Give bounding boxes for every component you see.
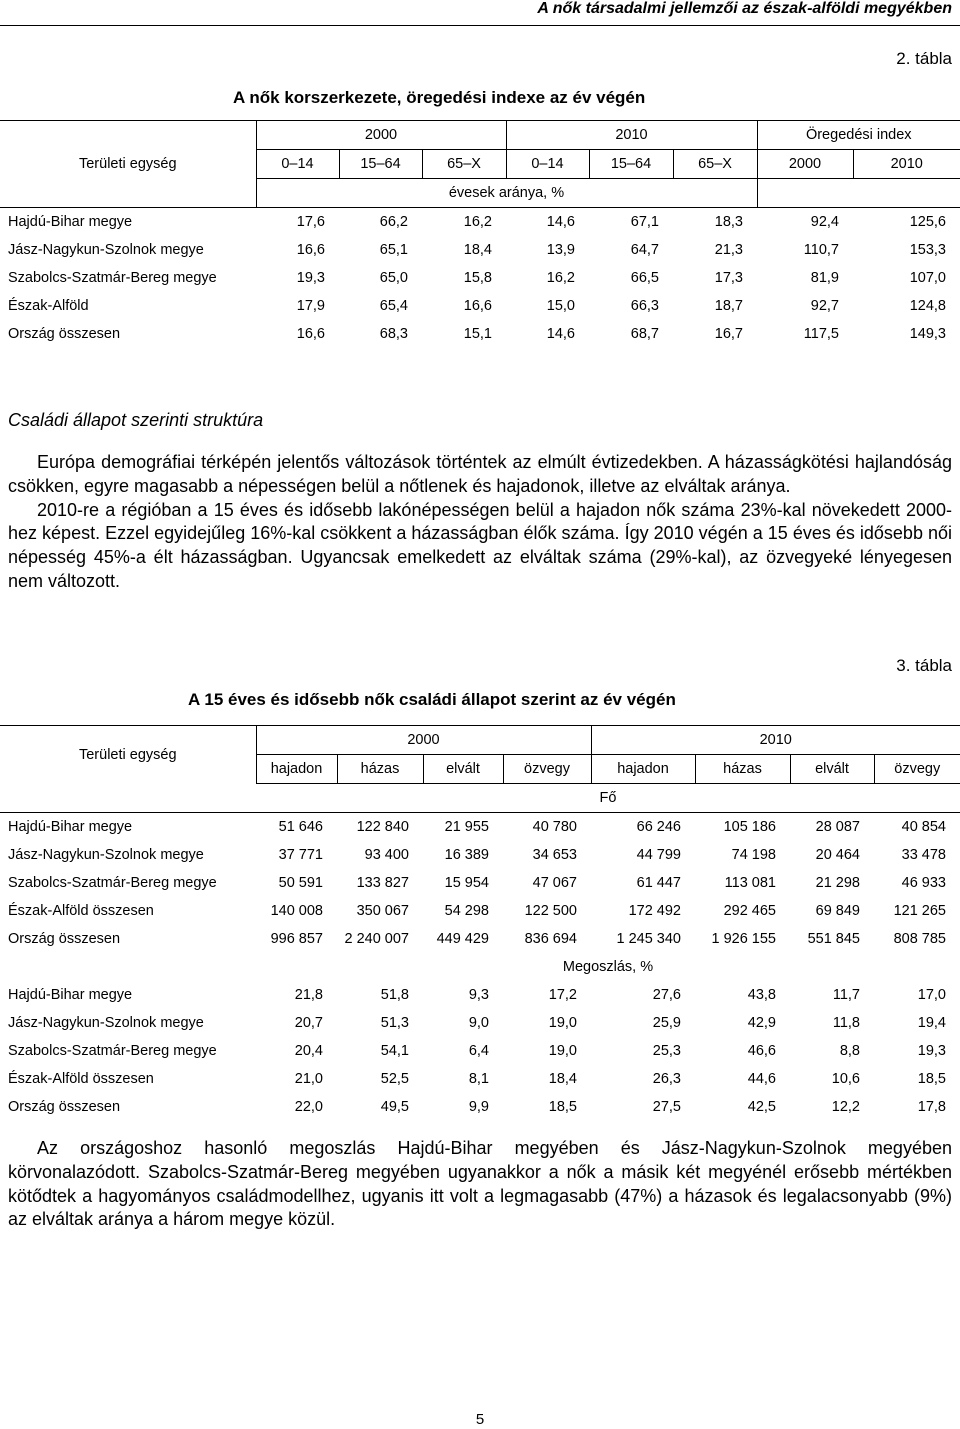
table-cell: 172 492 <box>628 903 681 919</box>
table-cell: 21,0 <box>294 1071 323 1087</box>
section-title: Családi állapot szerinti struktúra <box>8 410 264 430</box>
t3-subheader: hajadon <box>256 755 337 784</box>
table-cell: 17,6 <box>296 214 325 230</box>
table-cell: 18,7 <box>714 298 743 314</box>
row-label: Észak-Alföld összesen <box>8 1071 154 1087</box>
table-cell: 65,4 <box>379 298 408 314</box>
t3-subheader: házas <box>337 755 423 784</box>
table-cell: 836 694 <box>524 931 577 947</box>
table-cell: 996 857 <box>270 931 323 947</box>
paragraph-1-part-2: 2010-re a régióban a 15 éves és idősebb lakónépességen belül a hajadon nők száma 23%-kal növekedett 2000-hez képest. Ezzel egyidejűleg 16%-kal csökkent a házasságban élők száma. Így 2010 végén a 15 éves és idősebb női népesség 45%-a élt házasságban. Ugyancsak emelkedett az elváltak száma (29%-kal), az özvegyeké lényegesen nem változott. <box>8 499 952 591</box>
table3-label: 3. tábla <box>896 656 952 675</box>
table-cell: 25,9 <box>652 1015 681 1031</box>
table-cell: 54,1 <box>380 1043 409 1059</box>
t3-subheader: elvált <box>423 755 503 784</box>
table-row <box>0 1037 960 1065</box>
table-row <box>0 292 960 320</box>
table-cell: 69 849 <box>815 903 860 919</box>
table-cell: 18,5 <box>917 1071 946 1087</box>
table-cell: 46 933 <box>901 875 946 891</box>
table-cell: 21 955 <box>444 819 489 835</box>
table-cell: 66,3 <box>630 298 659 314</box>
table3-body-absolute <box>0 813 960 954</box>
table2-title: A nők korszerkezete, öregedési indexe az év végén <box>233 88 646 107</box>
table-cell: 66 246 <box>636 819 681 835</box>
table-cell: 15,0 <box>546 298 575 314</box>
table-row <box>0 869 960 897</box>
row-label: Észak-Alföld összesen <box>8 903 154 919</box>
table-cell: 11,8 <box>832 1015 860 1031</box>
paragraph-1 <box>8 451 952 594</box>
table-cell: 68,3 <box>379 326 408 342</box>
table-cell: 149,3 <box>909 326 946 342</box>
table-row <box>0 897 960 925</box>
table-cell: 61 447 <box>636 875 681 891</box>
table-cell: 8,8 <box>839 1043 860 1059</box>
table3 <box>0 725 960 1121</box>
table-cell: 1 245 340 <box>616 931 681 947</box>
table-cell: 66,5 <box>630 270 659 286</box>
t3-subheader: hajadon <box>591 755 695 784</box>
table-row <box>0 264 960 292</box>
table-cell: 51 646 <box>278 819 323 835</box>
table-cell: 117,5 <box>803 326 839 342</box>
row-label: Ország összesen <box>8 931 121 947</box>
row-label: Hajdú-Bihar megye <box>8 987 133 1003</box>
table-cell: 27,5 <box>652 1099 681 1115</box>
table-cell: 92,7 <box>810 298 839 314</box>
t3-unit-abs: Fő <box>256 784 960 813</box>
paragraph-2 <box>8 1137 952 1232</box>
table-cell: 121 265 <box>893 903 946 919</box>
t3-subheader: házas <box>695 755 790 784</box>
table-cell: 37 771 <box>278 847 323 863</box>
t2-subheader: 2000 <box>757 150 853 179</box>
table-cell: 46,6 <box>747 1043 776 1059</box>
t3-subheader: elvált <box>790 755 874 784</box>
table-cell: 47 067 <box>532 875 577 891</box>
t2-subheader: 65–X <box>422 150 506 179</box>
t2-aging-index: Öregedési index <box>757 121 960 150</box>
row-label: Szabolcs-Szatmár-Bereg megye <box>8 875 217 891</box>
t3-year-2000: 2000 <box>256 726 591 755</box>
t2-subheader: 2010 <box>853 150 960 179</box>
table-cell: 27,6 <box>652 987 681 1003</box>
table-cell: 18,4 <box>548 1071 577 1087</box>
row-label: Jász-Nagykun-Szolnok megye <box>8 847 204 863</box>
t2-year-2010: 2010 <box>506 121 757 150</box>
table-cell: 15 954 <box>444 875 489 891</box>
table-cell: 65,0 <box>379 270 408 286</box>
table-cell: 16,6 <box>296 326 325 342</box>
table-cell: 110,7 <box>803 242 839 258</box>
table-cell: 18,4 <box>463 242 492 258</box>
table-cell: 10,6 <box>831 1071 860 1087</box>
table-cell: 16,2 <box>463 214 492 230</box>
table-cell: 68,7 <box>630 326 659 342</box>
table-cell: 16,6 <box>296 242 325 258</box>
table-cell: 140 008 <box>270 903 323 919</box>
table-cell: 350 067 <box>356 903 409 919</box>
t2-subheader: 65–X <box>673 150 757 179</box>
table-cell: 125,6 <box>909 214 946 230</box>
table-cell: 13,9 <box>546 242 575 258</box>
table-cell: 11,7 <box>832 987 860 1003</box>
table-cell: 16,7 <box>714 326 743 342</box>
row-label: Szabolcs-Szatmár-Bereg megye <box>8 270 217 286</box>
t3-year-2010: 2010 <box>591 726 960 755</box>
table-cell: 107,0 <box>909 270 946 286</box>
table-cell: 42,9 <box>747 1015 776 1031</box>
table-cell: 21,3 <box>714 242 743 258</box>
row-label: Szabolcs-Szatmár-Bereg megye <box>8 1043 217 1059</box>
table-cell: 124,8 <box>909 298 946 314</box>
table-cell: 808 785 <box>893 931 946 947</box>
table-cell: 54 298 <box>444 903 489 919</box>
table-cell: 34 653 <box>532 847 577 863</box>
table-row <box>0 813 960 842</box>
table-row <box>0 841 960 869</box>
table-row <box>0 981 960 1009</box>
table-cell: 17,9 <box>296 298 325 314</box>
table-cell: 74 198 <box>731 847 776 863</box>
table-cell: 17,3 <box>714 270 743 286</box>
row-label: Ország összesen <box>8 326 121 342</box>
table-cell: 50 591 <box>278 875 323 891</box>
table-cell: 16,6 <box>463 298 492 314</box>
running-head: A nők társadalmi jellemzői az észak-alföldi megyékben <box>537 0 952 17</box>
t2-subheader: 0–14 <box>506 150 589 179</box>
table-cell: 40 780 <box>532 819 577 835</box>
table-cell: 44 799 <box>636 847 681 863</box>
table-cell: 22,0 <box>294 1099 323 1115</box>
table-cell: 42,5 <box>747 1099 776 1115</box>
table-cell: 292 465 <box>723 903 776 919</box>
table3-body-percent <box>0 981 960 1121</box>
row-label: Ország összesen <box>8 1099 121 1115</box>
table-row <box>0 1093 960 1121</box>
table-cell: 9,3 <box>468 987 489 1003</box>
table-cell: 17,0 <box>917 987 946 1003</box>
table-row <box>0 1009 960 1037</box>
table-cell: 21,8 <box>294 987 323 1003</box>
table-cell: 19,3 <box>296 270 325 286</box>
table-cell: 1 926 155 <box>711 931 776 947</box>
table2-label: 2. tábla <box>896 49 952 68</box>
table-cell: 14,6 <box>546 214 575 230</box>
table-cell: 33 478 <box>901 847 946 863</box>
table-cell: 18,5 <box>548 1099 577 1115</box>
t3-row-header: Területi egység <box>0 726 256 784</box>
table-cell: 113 081 <box>724 875 776 891</box>
table-cell: 449 429 <box>436 931 489 947</box>
table-cell: 153,3 <box>909 242 946 258</box>
t2-subheader: 15–64 <box>339 150 422 179</box>
table-cell: 66,2 <box>379 214 408 230</box>
table2 <box>0 120 960 348</box>
table-cell: 44,6 <box>747 1071 776 1087</box>
table-cell: 105 186 <box>723 819 776 835</box>
row-label: Hajdú-Bihar megye <box>8 214 133 230</box>
t3-subheader: özvegy <box>874 755 960 784</box>
table-row <box>0 925 960 953</box>
table-cell: 20,7 <box>294 1015 323 1031</box>
table-cell: 16 389 <box>444 847 489 863</box>
table3-title: A 15 éves és idősebb nők családi állapot szerint az év végén <box>188 690 676 709</box>
table-cell: 64,7 <box>630 242 659 258</box>
table-row <box>0 1065 960 1093</box>
table-cell: 19,4 <box>917 1015 946 1031</box>
t2-row-header: Területi egység <box>78 156 177 172</box>
table-cell: 81,9 <box>810 270 839 286</box>
header-rule <box>0 25 960 26</box>
table-row <box>0 208 960 237</box>
row-label: Jász-Nagykun-Szolnok megye <box>8 1015 204 1031</box>
table-cell: 92,4 <box>810 214 839 230</box>
table-cell: 133 827 <box>356 875 409 891</box>
table-cell: 20 464 <box>815 847 860 863</box>
table-cell: 6,4 <box>468 1043 489 1059</box>
t3-subheader: özvegy <box>503 755 591 784</box>
table-cell: 15,1 <box>463 326 492 342</box>
table-cell: 8,1 <box>468 1071 489 1087</box>
table-cell: 25,3 <box>652 1043 681 1059</box>
row-label: Hajdú-Bihar megye <box>8 819 133 835</box>
table-cell: 14,6 <box>546 326 575 342</box>
table-cell: 16,2 <box>546 270 575 286</box>
table-cell: 17,8 <box>917 1099 946 1115</box>
t2-year-2000: 2000 <box>256 121 506 150</box>
table2-body <box>0 208 960 349</box>
table-cell: 19,0 <box>548 1015 577 1031</box>
table-cell: 9,9 <box>468 1099 489 1115</box>
table-cell: 15,8 <box>463 270 492 286</box>
table-cell: 28 087 <box>815 819 860 835</box>
table-cell: 18,3 <box>714 214 743 230</box>
table-row <box>0 236 960 264</box>
table-cell: 12,2 <box>831 1099 860 1115</box>
t2-subheader: 15–64 <box>589 150 673 179</box>
table-cell: 40 854 <box>901 819 946 835</box>
table-cell: 2 240 007 <box>344 931 409 947</box>
table-cell: 21 298 <box>815 875 860 891</box>
table-cell: 51,3 <box>380 1015 409 1031</box>
row-label: Jász-Nagykun-Szolnok megye <box>8 242 204 258</box>
table-cell: 19,0 <box>548 1043 577 1059</box>
paragraph-2-text: Az országoshoz hasonló megoszlás Hajdú-Bihar megyében és Jász-Nagykun-Szolnok megyében körvonalazódott. Szabolcs-Szatmár-Bereg megyében ugyanakkor a nők a másik két megyénél erősebb mértékben kötődtek a hagyományos családmodellhez, ugyanis itt volt a legmagasabb (47%) a házasok és legalacsonyabb (9%) az elváltak aránya a három megye közül. <box>8 1138 952 1230</box>
table-cell: 551 845 <box>807 931 860 947</box>
table-cell: 93 400 <box>364 847 409 863</box>
table-row <box>0 320 960 348</box>
table-cell: 52,5 <box>380 1071 409 1087</box>
table-cell: 17,2 <box>548 987 577 1003</box>
row-label: Észak-Alföld <box>8 298 89 314</box>
table-cell: 67,1 <box>630 214 659 230</box>
page-number: 5 <box>475 1411 485 1428</box>
table-cell: 122 840 <box>356 819 409 835</box>
t3-unit-pct: Megoszlás, % <box>562 959 654 975</box>
table-cell: 65,1 <box>379 242 408 258</box>
table-cell: 26,3 <box>652 1071 681 1087</box>
t2-subheader: 0–14 <box>256 150 339 179</box>
table-cell: 51,8 <box>380 987 409 1003</box>
t2-unit-note: évesek aránya, % <box>256 179 757 208</box>
table-cell: 19,3 <box>917 1043 946 1059</box>
table-cell: 122 500 <box>524 903 577 919</box>
table-cell: 9,0 <box>468 1015 489 1031</box>
table-cell: 20,4 <box>294 1043 323 1059</box>
table-cell: 43,8 <box>747 987 776 1003</box>
paragraph-1-part-1: Európa demográfiai térképén jelentős változások történtek az elmúlt évtizedekben. A házasságkötési hajlandóság csökken, egyre magasabb a népességen belül a nőtlenek és hajadonok, illetve az elváltak aránya. <box>8 452 952 496</box>
table-cell: 49,5 <box>380 1099 409 1115</box>
